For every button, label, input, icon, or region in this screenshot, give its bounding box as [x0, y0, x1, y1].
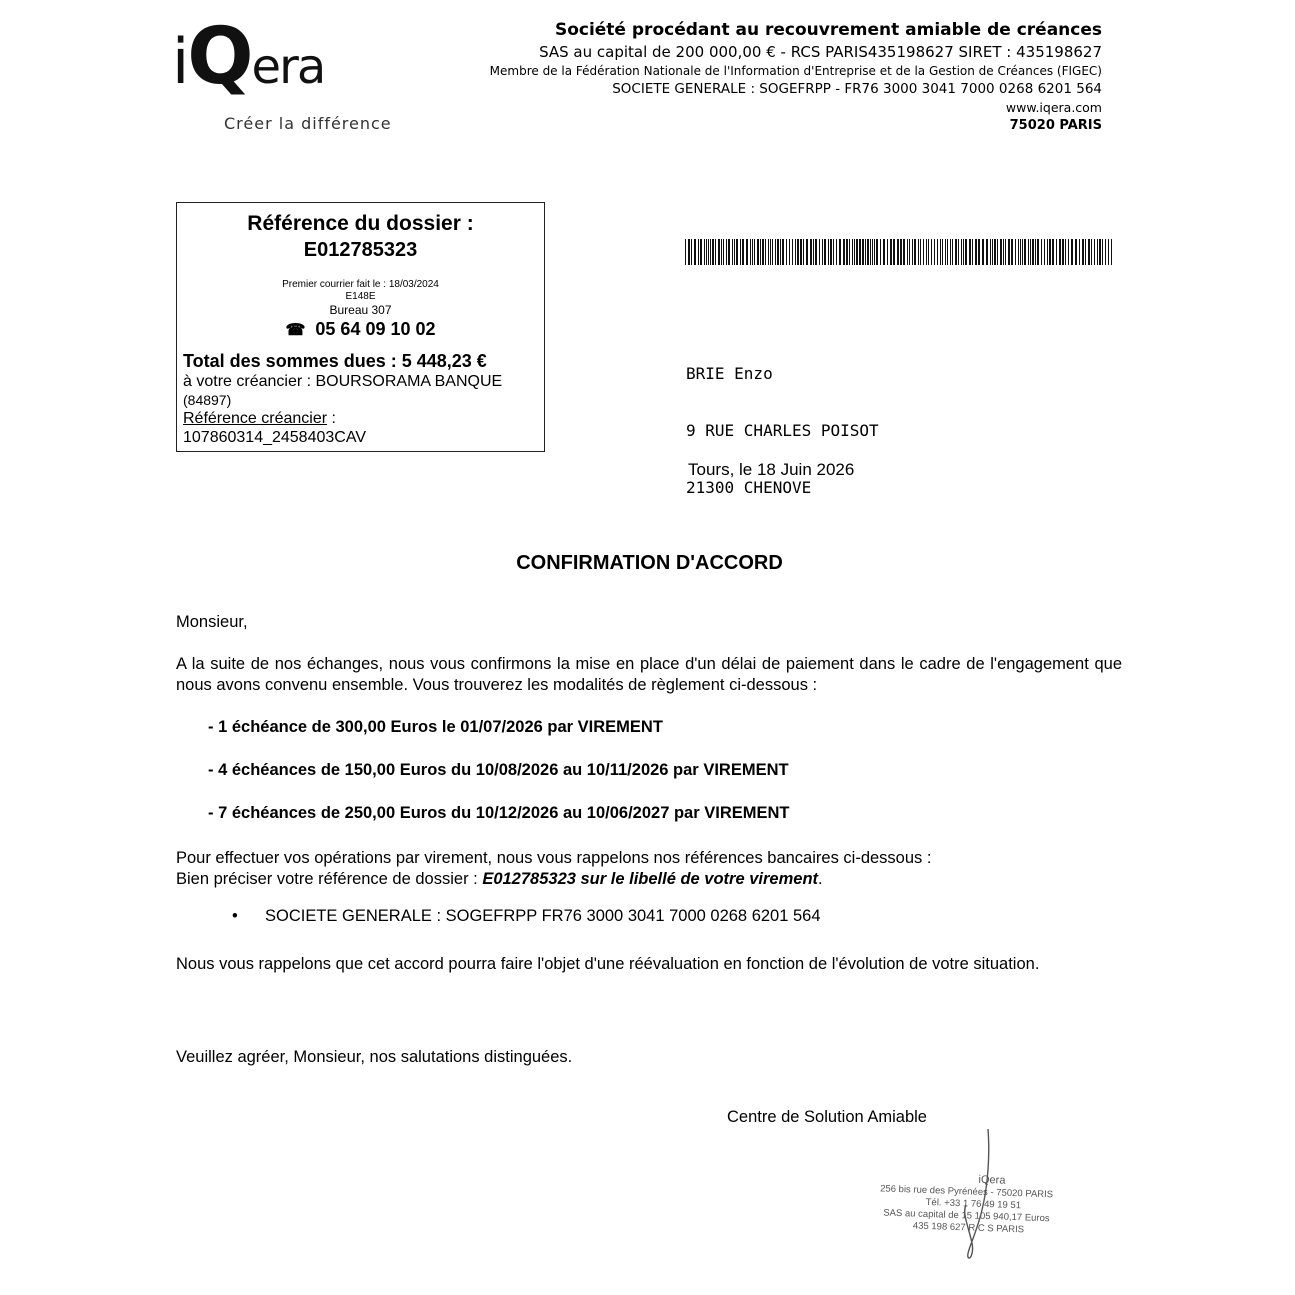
office-code: E148E	[345, 291, 376, 302]
barcode-bar	[704, 239, 705, 265]
barcode-bar	[1041, 239, 1042, 265]
barcode-bar	[975, 239, 977, 265]
barcode-bar	[1018, 239, 1019, 265]
barcode-bar	[1032, 239, 1034, 265]
barcode-bar	[1071, 239, 1073, 265]
barcode-bar	[1049, 239, 1051, 265]
barcode-bar	[700, 239, 702, 265]
barcode-bar	[710, 239, 711, 265]
barcode-bar	[762, 239, 764, 265]
barcode-bar	[742, 239, 744, 265]
place-date: Tours, le 18 Juin 2026	[688, 460, 855, 479]
barcode-bar	[1088, 239, 1090, 265]
schedule-item: - 4 échéances de 150,00 Euros du 10/08/2026 au 10/11/2026 par VIREMENT	[208, 761, 789, 779]
barcode-bar	[931, 239, 932, 265]
barcode-bar	[934, 239, 935, 265]
total-due: Total des sommes dues : 5 448,23 €	[183, 351, 487, 371]
logo-letter-i: i	[172, 25, 188, 98]
logo-letter-q: Q	[187, 12, 252, 102]
schedule-item: - 1 échéance de 300,00 Euros le 01/07/2026 par VIREMENT	[208, 718, 663, 736]
barcode-bar	[803, 239, 804, 265]
barcode-bar	[1037, 239, 1039, 265]
barcode-bar	[1079, 239, 1080, 265]
salutation: Monsieur,	[176, 613, 248, 631]
barcode-bar	[810, 239, 812, 265]
barcode-bar	[691, 239, 692, 265]
document-title	[0, 552, 1295, 575]
phone-line	[177, 317, 544, 343]
barcode-bar	[982, 239, 984, 265]
telephone-icon: ☎	[285, 322, 306, 339]
barcode-bar	[874, 239, 875, 265]
barcode-bar	[839, 239, 841, 265]
barcode-bar	[736, 239, 738, 265]
barcode-bar	[732, 239, 733, 265]
barcode-bar	[723, 239, 724, 265]
barcode-bar	[1000, 239, 1002, 265]
barcode-bar	[1020, 239, 1021, 265]
company-bank: SOCIETE GENERALE : SOGEFRPP - FR76 3000 3041 7000 0268 6201 564	[612, 81, 1102, 97]
barcode-bar	[928, 239, 929, 265]
barcode-bar	[797, 239, 799, 265]
company-legal: SAS au capital de 200 000,00 € - RCS PARIS435198627 SIRET : 435198627	[539, 43, 1102, 61]
transfer-info	[176, 848, 1122, 890]
logo-letters-era: era	[251, 39, 325, 95]
barcode-bar	[856, 239, 858, 265]
barcode-bar	[912, 239, 913, 265]
barcode-bar	[1035, 239, 1036, 265]
recipient-city: 21300 CHENOVE	[686, 478, 812, 497]
barcode-bar	[940, 239, 941, 265]
closing-formula: Veuillez agréer, Monsieur, nos salutations distinguées.	[176, 1048, 573, 1066]
barcode-bar	[909, 239, 910, 265]
barcode-bar	[872, 239, 873, 265]
barcode-bar	[824, 239, 826, 265]
barcode-bar	[923, 239, 924, 265]
first-mail-date: Premier courrier fait le : 18/03/2024	[282, 279, 439, 290]
barcode-bar	[867, 239, 869, 265]
barcode-bar	[772, 239, 773, 265]
signer-name: Centre de Solution Amiable	[727, 1108, 927, 1126]
barcode-bar	[1059, 239, 1061, 265]
company-stamp	[870, 1125, 1100, 1265]
barcode-bar	[854, 239, 855, 265]
barcode-bar	[1065, 239, 1066, 265]
barcode-bar	[965, 239, 967, 265]
barcode-bar	[740, 239, 741, 265]
phone-number: 05 64 09 10 02	[315, 319, 436, 339]
barcode-bar	[1082, 239, 1084, 265]
barcode-bar	[757, 239, 759, 265]
company-city: 75020 PARIS	[1009, 118, 1102, 133]
transfer-info-suffix: .	[818, 870, 823, 888]
barcode-bar	[815, 239, 817, 265]
barcode-bar	[685, 239, 686, 265]
barcode-bar	[786, 239, 787, 265]
barcode-bar	[1102, 239, 1103, 265]
barcode-bar	[836, 239, 837, 265]
barcode-bar	[775, 239, 776, 265]
barcode-bar	[926, 239, 927, 265]
barcode-bar	[828, 239, 829, 265]
barcode-bar	[698, 239, 699, 265]
barcode-bar	[876, 239, 878, 265]
recipient-street: 9 RUE CHARLES POISOT	[686, 421, 879, 440]
barcode-bar	[715, 239, 716, 265]
stamp-capital: SAS au capital de 15 105 940,17 Euros	[883, 1207, 1050, 1225]
recipient-address	[686, 326, 879, 516]
barcode-bar	[950, 239, 951, 265]
barcode-bar	[746, 239, 748, 265]
company-membership: Membre de la Fédération Nationale de l'Information d'Entreprise et de la Gestion de Créances (FIGEC)	[489, 64, 1102, 78]
barcode-bar	[688, 239, 690, 265]
barcode-bar	[795, 239, 796, 265]
barcode-bar	[945, 239, 946, 265]
barcode-bar	[1008, 239, 1010, 265]
reference-number: E012785323	[303, 239, 418, 261]
transfer-info-prefix: Bien préciser votre référence de dossier :	[176, 870, 483, 888]
barcode-bar	[813, 239, 814, 265]
barcode-bar	[718, 239, 720, 265]
barcode-bar	[1003, 239, 1004, 265]
reference-box	[176, 202, 545, 452]
schedule-item: - 7 échéances de 250,00 Euros du 10/12/2026 au 10/06/2027 par VIREMENT	[208, 804, 790, 822]
barcode-bar	[789, 239, 790, 265]
creditor-reference	[183, 409, 533, 447]
barcode-bar	[937, 239, 938, 265]
barcode-bar	[792, 239, 793, 265]
stamp-phone: Tél. +33 1 76 49 19 51	[925, 1196, 1022, 1212]
barcode-bar	[963, 239, 964, 265]
reference-title: Référence du dossier :	[247, 212, 474, 235]
barcode-bar	[754, 239, 755, 265]
creditor-name: à votre créancier : BOURSORAMA BANQUE	[183, 373, 503, 390]
barcode-bar	[830, 239, 832, 265]
recipient-name: BRIE Enzo	[686, 364, 773, 383]
barcode-bar	[942, 239, 943, 265]
bank-details-bullet	[232, 907, 821, 926]
barcode-bar	[1097, 239, 1098, 265]
barcode-bar	[870, 239, 871, 265]
barcode-bar	[806, 239, 808, 265]
barcode-bar	[728, 239, 730, 265]
barcode-bar	[1075, 239, 1077, 265]
stamp-address: 256 bis rue des Pyrénées - 75020 PARIS	[879, 1183, 1054, 1201]
bullet-icon: •	[232, 907, 238, 925]
barcode-bar	[918, 239, 919, 265]
barcode-bar	[1052, 239, 1054, 265]
barcode-bar	[849, 239, 850, 265]
barcode-bar	[777, 239, 779, 265]
transfer-info-reference: E012785323 sur le libellé de votre virement	[482, 870, 819, 888]
barcode-bar	[833, 239, 834, 265]
barcode-bar	[887, 239, 888, 265]
barcode-bar	[859, 239, 861, 265]
barcode-bar	[907, 239, 908, 265]
barcode-bar	[1015, 239, 1016, 265]
barcode-bar	[1028, 239, 1029, 265]
creditor-reference-colon: :	[327, 410, 336, 427]
iqera-logo	[172, 12, 325, 102]
stamp-rcs: 435 198 627 R C S PARIS	[912, 1220, 1025, 1236]
barcode-bar	[865, 239, 866, 265]
barcode-bar	[947, 239, 948, 265]
barcode-bar	[1085, 239, 1086, 265]
barcode-bar	[1091, 239, 1092, 265]
barcode-bar	[990, 239, 991, 265]
barcode-bar	[1030, 239, 1031, 265]
logo-tagline: Créer la différence	[224, 114, 392, 133]
barcode-bar	[890, 239, 892, 265]
document-title-text: CONFIRMATION D'ACCORD	[516, 552, 783, 574]
barcode-bar	[920, 239, 921, 265]
barcode-bar	[1022, 239, 1023, 265]
barcode-bar	[1108, 239, 1109, 265]
barcode-bar	[852, 239, 853, 265]
company-activity: Société procédant au recouvrement amiable de créances	[554, 20, 1102, 40]
barcode-bar	[897, 239, 899, 265]
barcode-bar	[765, 239, 766, 265]
barcode-bar	[972, 239, 973, 265]
barcode-bar	[846, 239, 848, 265]
creditor-reference-label: Référence créancier	[183, 410, 328, 427]
barcode-bar	[706, 239, 707, 265]
transfer-info-line1: Pour effectuer vos opérations par virement, nous vous rappelons nos références bancaires ci-dessous :	[176, 849, 932, 867]
barcode-bar	[1024, 239, 1026, 265]
barcode-bar	[862, 239, 864, 265]
barcode-bar	[1105, 239, 1106, 265]
barcode-bar	[1099, 239, 1101, 265]
barcode-bar	[955, 239, 957, 265]
barcode-bar	[952, 239, 953, 265]
company-website: www.iqera.com	[1005, 100, 1102, 115]
barcode-bar	[734, 239, 735, 265]
barcode-bar	[750, 239, 751, 265]
barcode-bar	[893, 239, 895, 265]
barcode-bar	[1068, 239, 1069, 265]
barcode-bar	[1056, 239, 1057, 265]
barcode-bar	[768, 239, 769, 265]
intro-paragraph: A la suite de nos échanges, nous vous confirmons la mise en place d'un délai de paiement dans le cadre de l'engagement que nous avons convenu ensemble. Vous trouverez les modalités de règlement ci-dessous :	[176, 655, 1122, 694]
barcode-bar	[1005, 239, 1006, 265]
barcode-bar	[903, 239, 905, 265]
barcode-bar	[822, 239, 823, 265]
bank-details-text: SOCIETE GENERALE : SOGEFRPP FR76 3000 3041 7000 0268 6201 564	[265, 907, 821, 925]
stamp-brand: iQera	[978, 1173, 1006, 1187]
barcode-bar	[958, 239, 959, 265]
barcode-bar	[843, 239, 845, 265]
barcode-bar	[721, 239, 722, 265]
creditor-code: (84897)	[183, 392, 232, 408]
barcode-bar	[900, 239, 902, 265]
barcode-bar	[1111, 239, 1112, 265]
barcode-bar	[992, 239, 993, 265]
barcode-bar	[969, 239, 971, 265]
postal-barcode	[685, 239, 1112, 265]
barcode-bar	[708, 239, 709, 265]
barcode-bar	[978, 239, 980, 265]
barcode-bar	[1094, 239, 1095, 265]
barcode-bar	[819, 239, 820, 265]
transfer-info-line2	[176, 869, 1122, 890]
barcode-bar	[1044, 239, 1045, 265]
creditor-reference-value: 107860314_2458403CAV	[183, 429, 366, 446]
reevaluation-paragraph: Nous vous rappelons que cet accord pourra faire l'objet d'une réévaluation en fonction de l'évolution de votre situation.	[176, 955, 1040, 973]
barcode-bar	[712, 239, 714, 265]
barcode-bar	[780, 239, 781, 265]
barcode-bar	[883, 239, 885, 265]
barcode-bar	[1047, 239, 1048, 265]
barcode-bar	[800, 239, 802, 265]
barcode-bar	[994, 239, 996, 265]
barcode-bar	[997, 239, 998, 265]
barcode-bar	[694, 239, 696, 265]
barcode-bar	[1011, 239, 1013, 265]
barcode-bar	[914, 239, 916, 265]
barcode-bar	[1062, 239, 1064, 265]
barcode-bar	[752, 239, 753, 265]
barcode-bar	[770, 239, 771, 265]
barcode-bar	[986, 239, 988, 265]
barcode-bar	[782, 239, 784, 265]
company-header	[490, 18, 1102, 135]
barcode-bar	[760, 239, 761, 265]
barcode-bar	[880, 239, 881, 265]
creditor-info	[183, 373, 533, 409]
barcode-bar	[961, 239, 962, 265]
office-bureau: Bureau 307	[329, 303, 392, 317]
barcode-bar	[726, 239, 727, 265]
